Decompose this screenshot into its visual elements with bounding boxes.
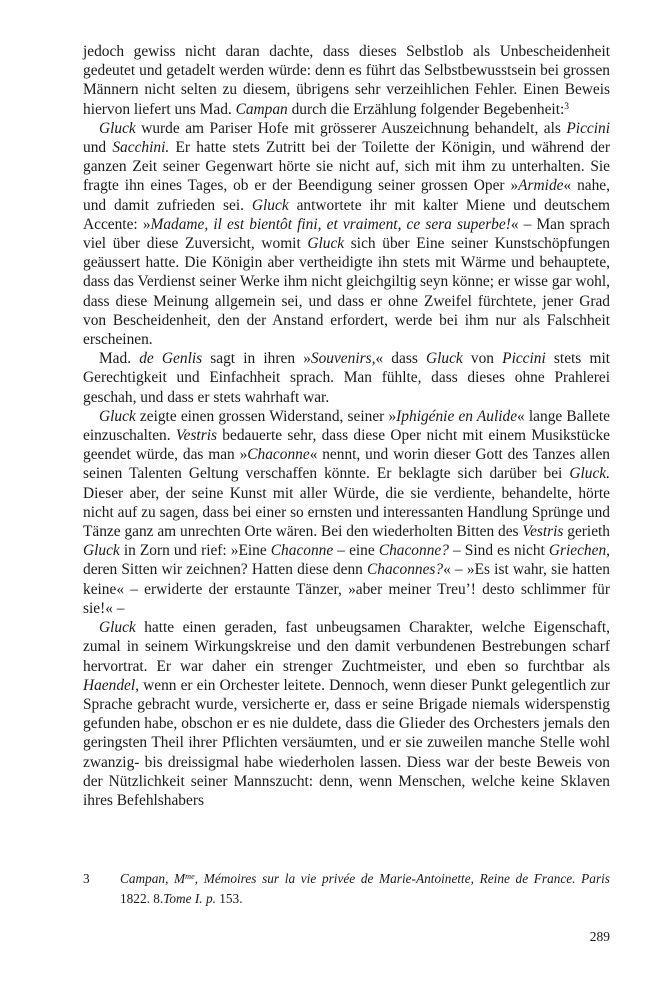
paragraph <box>83 119 610 349</box>
paragraph <box>83 618 610 810</box>
text-run: 153. <box>215 890 243 906</box>
text-run: Armide <box>518 177 564 195</box>
text-run: Madame, il est bientôt fini, et vraiment, ce sera superbe! <box>150 215 511 233</box>
text-run: von <box>462 350 503 368</box>
text-run: gerieth <box>563 523 611 541</box>
superscript-text: me <box>185 872 195 882</box>
text-run: Souvenirs, <box>310 350 376 368</box>
text-run: Griechen, <box>548 542 611 560</box>
text-run: « dass <box>375 350 426 368</box>
text-run: bedauerte sehr, dass diese Oper nicht mit einem Musikstücke geendet würde, das man » <box>83 427 610 464</box>
footnote-marker: 3 <box>83 871 90 886</box>
text-run: hatte einen geraden, fast unbeugsamen Charakter, welche Eigenschaft, zumal in seinem Wirkungskreise und den damit verbundenen Bestrebungen scharf hervortrat. Er war daher ein strenger Zuchtmeister, und eben so furchtbar als <box>83 619 610 675</box>
text-run: , <box>194 871 204 886</box>
paragraph <box>83 407 610 618</box>
paragraph <box>83 349 610 407</box>
text-run: zeigte einen grossen Widerstand, seiner » <box>135 407 397 425</box>
text-run: Chaconnes? <box>367 561 444 579</box>
text-run: Gluck <box>83 542 120 560</box>
text-run: « nennt, und worin dieser Gott des Tanzes allen seinen Talenten Geltung verschaffen könnte. Er beklagte sich darüber bei <box>83 446 610 483</box>
footnote <box>83 869 610 909</box>
text-run: Piccini <box>566 119 610 137</box>
text-run: Iphigénie en Aulide <box>396 407 518 425</box>
text-run: « lange Ballete einzuschalten. <box>83 407 610 445</box>
text-run: wurde am Pariser Hofe mit grösserer Auszeichnung behandelt, als <box>135 119 567 137</box>
page-body <box>83 42 610 810</box>
superscript-text: 3 <box>564 101 570 113</box>
text-run: antwortete ihr mit kalter Miene und deutschem Accente: » <box>83 196 610 233</box>
text-run: sagt in ihren » <box>202 350 311 368</box>
text-run: Chaconne <box>270 542 334 560</box>
text-run: durch die Erzählung folgender Begebenheit: <box>287 100 565 118</box>
text-run: Mémoires sur la vie privée de Marie-Antoinette, Reine de France. Paris <box>203 871 610 886</box>
text-run: Mad. <box>99 350 140 368</box>
text-run: Er hatte stets Zutritt bei der Toilette der Königin, und während der ganzen Zeit seiner Gegenwart hörte sie nicht auf, sich mit ihm zu unterhalten. Sie fragte ihn eines Tages, ob er der Beendigung seiner grossen Oper » <box>83 139 610 195</box>
text-run: « – »Es ist wahr, sie hatten keine« – erwiderte der erstaunte Tänzer, »aber meiner Treu’! desto schlimmer für sie!« – <box>83 561 610 617</box>
text-run: Campan <box>235 100 288 118</box>
paragraph <box>83 42 610 119</box>
text-run: wenn er ein Orchester leitete. Dennoch, wenn dieser Punkt gelegentlich zur Sprache gebracht wurde, versicherte er, dass er seine Brigade niemals widerspenstig gefunden habe, obschon er es nie duldete, dass die Glieder des Orchesters jemals den geringsten Theil ihrer Pflichten versäumten, und er sie zuweilen manche Stelle wohl zwanzig- bis dreissigmal habe wiederholen lassen. Diess war der beste Beweis von der Nützlichkeit seiner Mannszucht: denn, wenn Menschen, welche keine Sklaven ihres Befehlshabers <box>83 676 610 809</box>
text-run: Campan, M <box>120 871 186 886</box>
text-run: Gluck <box>99 119 136 137</box>
text-run: Gluck <box>307 235 345 253</box>
text-run: Gluck. <box>569 465 610 483</box>
text-run: de Genlis <box>139 350 203 368</box>
footnote-text <box>120 871 610 906</box>
text-run: Piccini <box>502 350 546 368</box>
text-run: 1822. 8. <box>120 890 164 906</box>
text-run: Vestris <box>175 427 217 445</box>
text-run: Gluck <box>425 350 463 368</box>
text-run: in Zorn und rief: »Eine <box>119 542 271 560</box>
text-run: Tome I. p. <box>163 890 216 906</box>
text-run: jedoch gewiss nicht daran dachte, dass dieses Selbstlob als Unbescheidenheit gedeutet und getadelt werden würde: denn es führt das Selbstbewusstsein bei grossen Männern nicht selten zu diesem, übrigens sehr verzeihlichen Fehler. Einen Beweis hiervon liefert uns Mad. <box>83 43 610 118</box>
text-run: – Sind es nicht <box>448 542 549 560</box>
text-run: Dieser aber, der seine Kunst mit aller Würde, die sie verdiente, behandelte, hörte nicht auf zu sagen, dass bei einer so ernsten und interessanten Handlung Sprünge und Tänze ganz am unrechten Orte wären. Bei den wiederholten Bitten des <box>83 484 610 541</box>
text-run: Haendel, <box>83 676 139 694</box>
text-run: – eine <box>333 542 379 560</box>
text-run: stets mit Gerechtigkeit und Einfachheit sprach. Man fühlte, dass dieses ohne Prahlerei geschah, und dass er stets wahrhaft war. <box>83 350 610 406</box>
text-run: Chaconne? <box>378 542 449 560</box>
text-run: Sacchini. <box>112 139 170 157</box>
text-run: deren Sitten wir zeichnen? Hatten diese denn <box>83 561 368 579</box>
page-number: 289 <box>589 929 610 944</box>
text-run: Vestris <box>522 523 564 541</box>
text-run: « – Man sprach viel über diese Zuversicht, womit <box>83 215 611 253</box>
text-run: Chaconne <box>247 446 310 464</box>
text-run: sich über Eine seiner Kunstschöpfungen geäussert hatte. Die Königin aber vertheidigte ihn stets mit Wärme und behauptete, dass das Verdienst seiner Werke ihm nicht gleichgiltig seyn könne; er wisse gar wohl, dass diese Meinung allgemein sei, und dass er ohne Zweifel fürchtete, jener Grad von Bescheidenheit, den der Anstand erfordert, werde bei ihm nur als Falschheit erscheinen. <box>83 235 610 349</box>
text-run: und <box>83 139 113 157</box>
text-run: Gluck <box>251 196 289 214</box>
text-run: Gluck <box>99 407 136 425</box>
text-run: Gluck <box>99 619 136 637</box>
text-run: « nahe, und damit zufrieden sei. <box>83 177 610 214</box>
